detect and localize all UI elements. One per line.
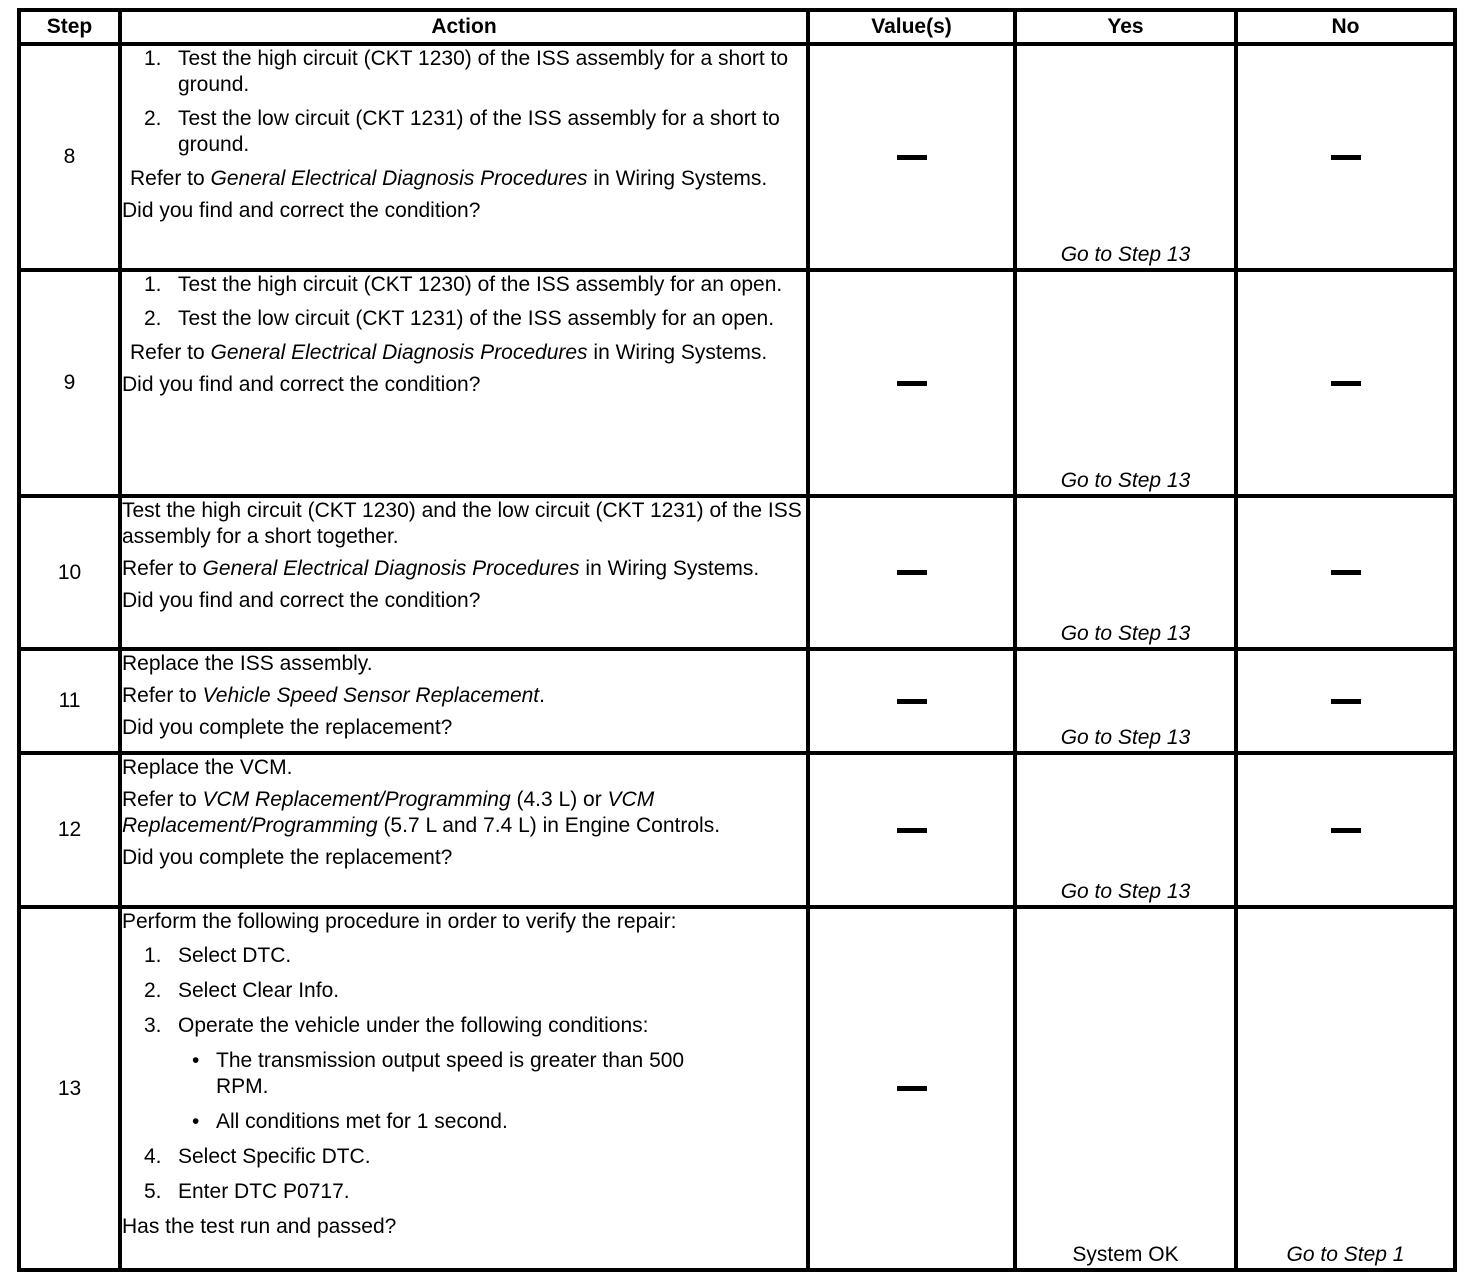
dash-mark — [897, 381, 927, 386]
header-action: Action — [120, 10, 808, 44]
dash-mark — [1331, 570, 1361, 575]
step-number: 11 — [19, 649, 120, 753]
numbered-item: 2. Select Clear Info. — [144, 979, 340, 1002]
bullet-item: • The transmission output speed is greater than 500 RPM. — [192, 1049, 685, 1098]
table-row — [19, 496, 1455, 649]
numbered-item: 4. Select Specific DTC. — [144, 1145, 371, 1168]
value-cell — [808, 44, 1015, 270]
yes-cell: Go to Step 13 — [1015, 649, 1236, 753]
step-number: 10 — [19, 496, 120, 649]
no-cell — [1236, 649, 1455, 753]
no-cell — [1236, 44, 1455, 270]
refer-text: Refer to VCM Replacement/Programming (4.3 L) or VCM Replacement/Programming (5.7 L and 7.4 L) in Engine Controls. — [122, 788, 721, 837]
dash-mark — [897, 828, 927, 833]
step-number: 9 — [19, 270, 120, 496]
yes-cell: Go to Step 13 — [1015, 44, 1236, 270]
action-cell — [120, 753, 808, 907]
refer-text: Refer to General Electrical Diagnosis Procedures in Wiring Systems. — [130, 341, 768, 364]
dash-mark — [1331, 381, 1361, 386]
dash-mark — [897, 570, 927, 575]
step-number: 13 — [19, 907, 120, 1270]
no-cell — [1236, 753, 1455, 907]
action-cell — [120, 496, 808, 649]
action-text: Replace the ISS assembly. — [122, 652, 373, 675]
question-text: Did you complete the replacement? — [122, 846, 453, 869]
refer-text: Refer to General Electrical Diagnosis Procedures in Wiring Systems. — [122, 557, 760, 580]
value-cell — [808, 496, 1015, 649]
question-text: Did you find and correct the condition? — [122, 199, 481, 222]
dash-mark — [1331, 699, 1361, 704]
step-number: 8 — [19, 44, 120, 270]
action-text: Replace the VCM. — [122, 756, 293, 779]
header-yes: Yes — [1015, 10, 1236, 44]
yes-cell: Go to Step 13 — [1015, 270, 1236, 496]
no-cell: Go to Step 1 — [1236, 907, 1455, 1270]
header-step: Step — [19, 10, 120, 44]
yes-cell: Go to Step 13 — [1015, 496, 1236, 649]
dash-mark — [897, 1086, 927, 1091]
step-number: 12 — [19, 753, 120, 907]
yes-cell: System OK — [1015, 907, 1236, 1270]
action-text: Perform the following procedure in order to verify the repair: — [122, 910, 677, 933]
value-cell — [808, 753, 1015, 907]
numbered-item: 5. Enter DTC P0717. — [144, 1180, 350, 1203]
table-row — [19, 649, 1455, 753]
yes-cell: Go to Step 13 — [1015, 753, 1236, 907]
header-values: Value(s) — [808, 10, 1015, 44]
diagnostic-table — [17, 8, 1457, 1272]
action-cell — [120, 44, 808, 270]
numbered-item: 1. Select DTC. — [144, 944, 292, 967]
header-row — [19, 10, 1455, 44]
no-cell — [1236, 496, 1455, 649]
value-cell — [808, 270, 1015, 496]
action-cell — [120, 270, 808, 496]
header-no: No — [1236, 10, 1455, 44]
action-cell — [120, 649, 808, 753]
question-text: Did you complete the replacement? — [122, 716, 453, 739]
numbered-item: 2. Test the low circuit (CKT 1231) of the ISS assembly for a short to ground. — [144, 107, 780, 156]
no-cell — [1236, 270, 1455, 496]
numbered-item: 3. Operate the vehicle under the following conditions: — [144, 1014, 649, 1037]
action-text: Test the high circuit (CKT 1230) and the low circuit (CKT 1231) of the ISS assembly for a short together. — [122, 499, 802, 548]
numbered-item: 1. Test the high circuit (CKT 1230) of the ISS assembly for a short to ground. — [144, 47, 789, 96]
refer-text: Refer to Vehicle Speed Sensor Replacement. — [122, 684, 545, 707]
numbered-item: 1. Test the high circuit (CKT 1230) of the ISS assembly for an open. — [144, 273, 783, 296]
bullet-item: • All conditions met for 1 second. — [192, 1110, 508, 1133]
table-row — [19, 753, 1455, 907]
value-cell — [808, 649, 1015, 753]
question-text: Did you find and correct the condition? — [122, 373, 481, 396]
dash-mark — [897, 699, 927, 704]
table-row — [19, 270, 1455, 496]
table-row — [19, 44, 1455, 270]
question-text: Did you find and correct the condition? — [122, 589, 481, 612]
value-cell — [808, 907, 1015, 1270]
refer-text: Refer to General Electrical Diagnosis Procedures in Wiring Systems. — [130, 167, 768, 190]
dash-mark — [1331, 828, 1361, 833]
dash-mark — [1331, 155, 1361, 160]
action-cell — [120, 907, 808, 1270]
question-text: Has the test run and passed? — [122, 1215, 397, 1238]
numbered-item: 2. Test the low circuit (CKT 1231) of the ISS assembly for an open. — [144, 307, 775, 330]
dash-mark — [897, 155, 927, 160]
table-row — [19, 907, 1455, 1270]
